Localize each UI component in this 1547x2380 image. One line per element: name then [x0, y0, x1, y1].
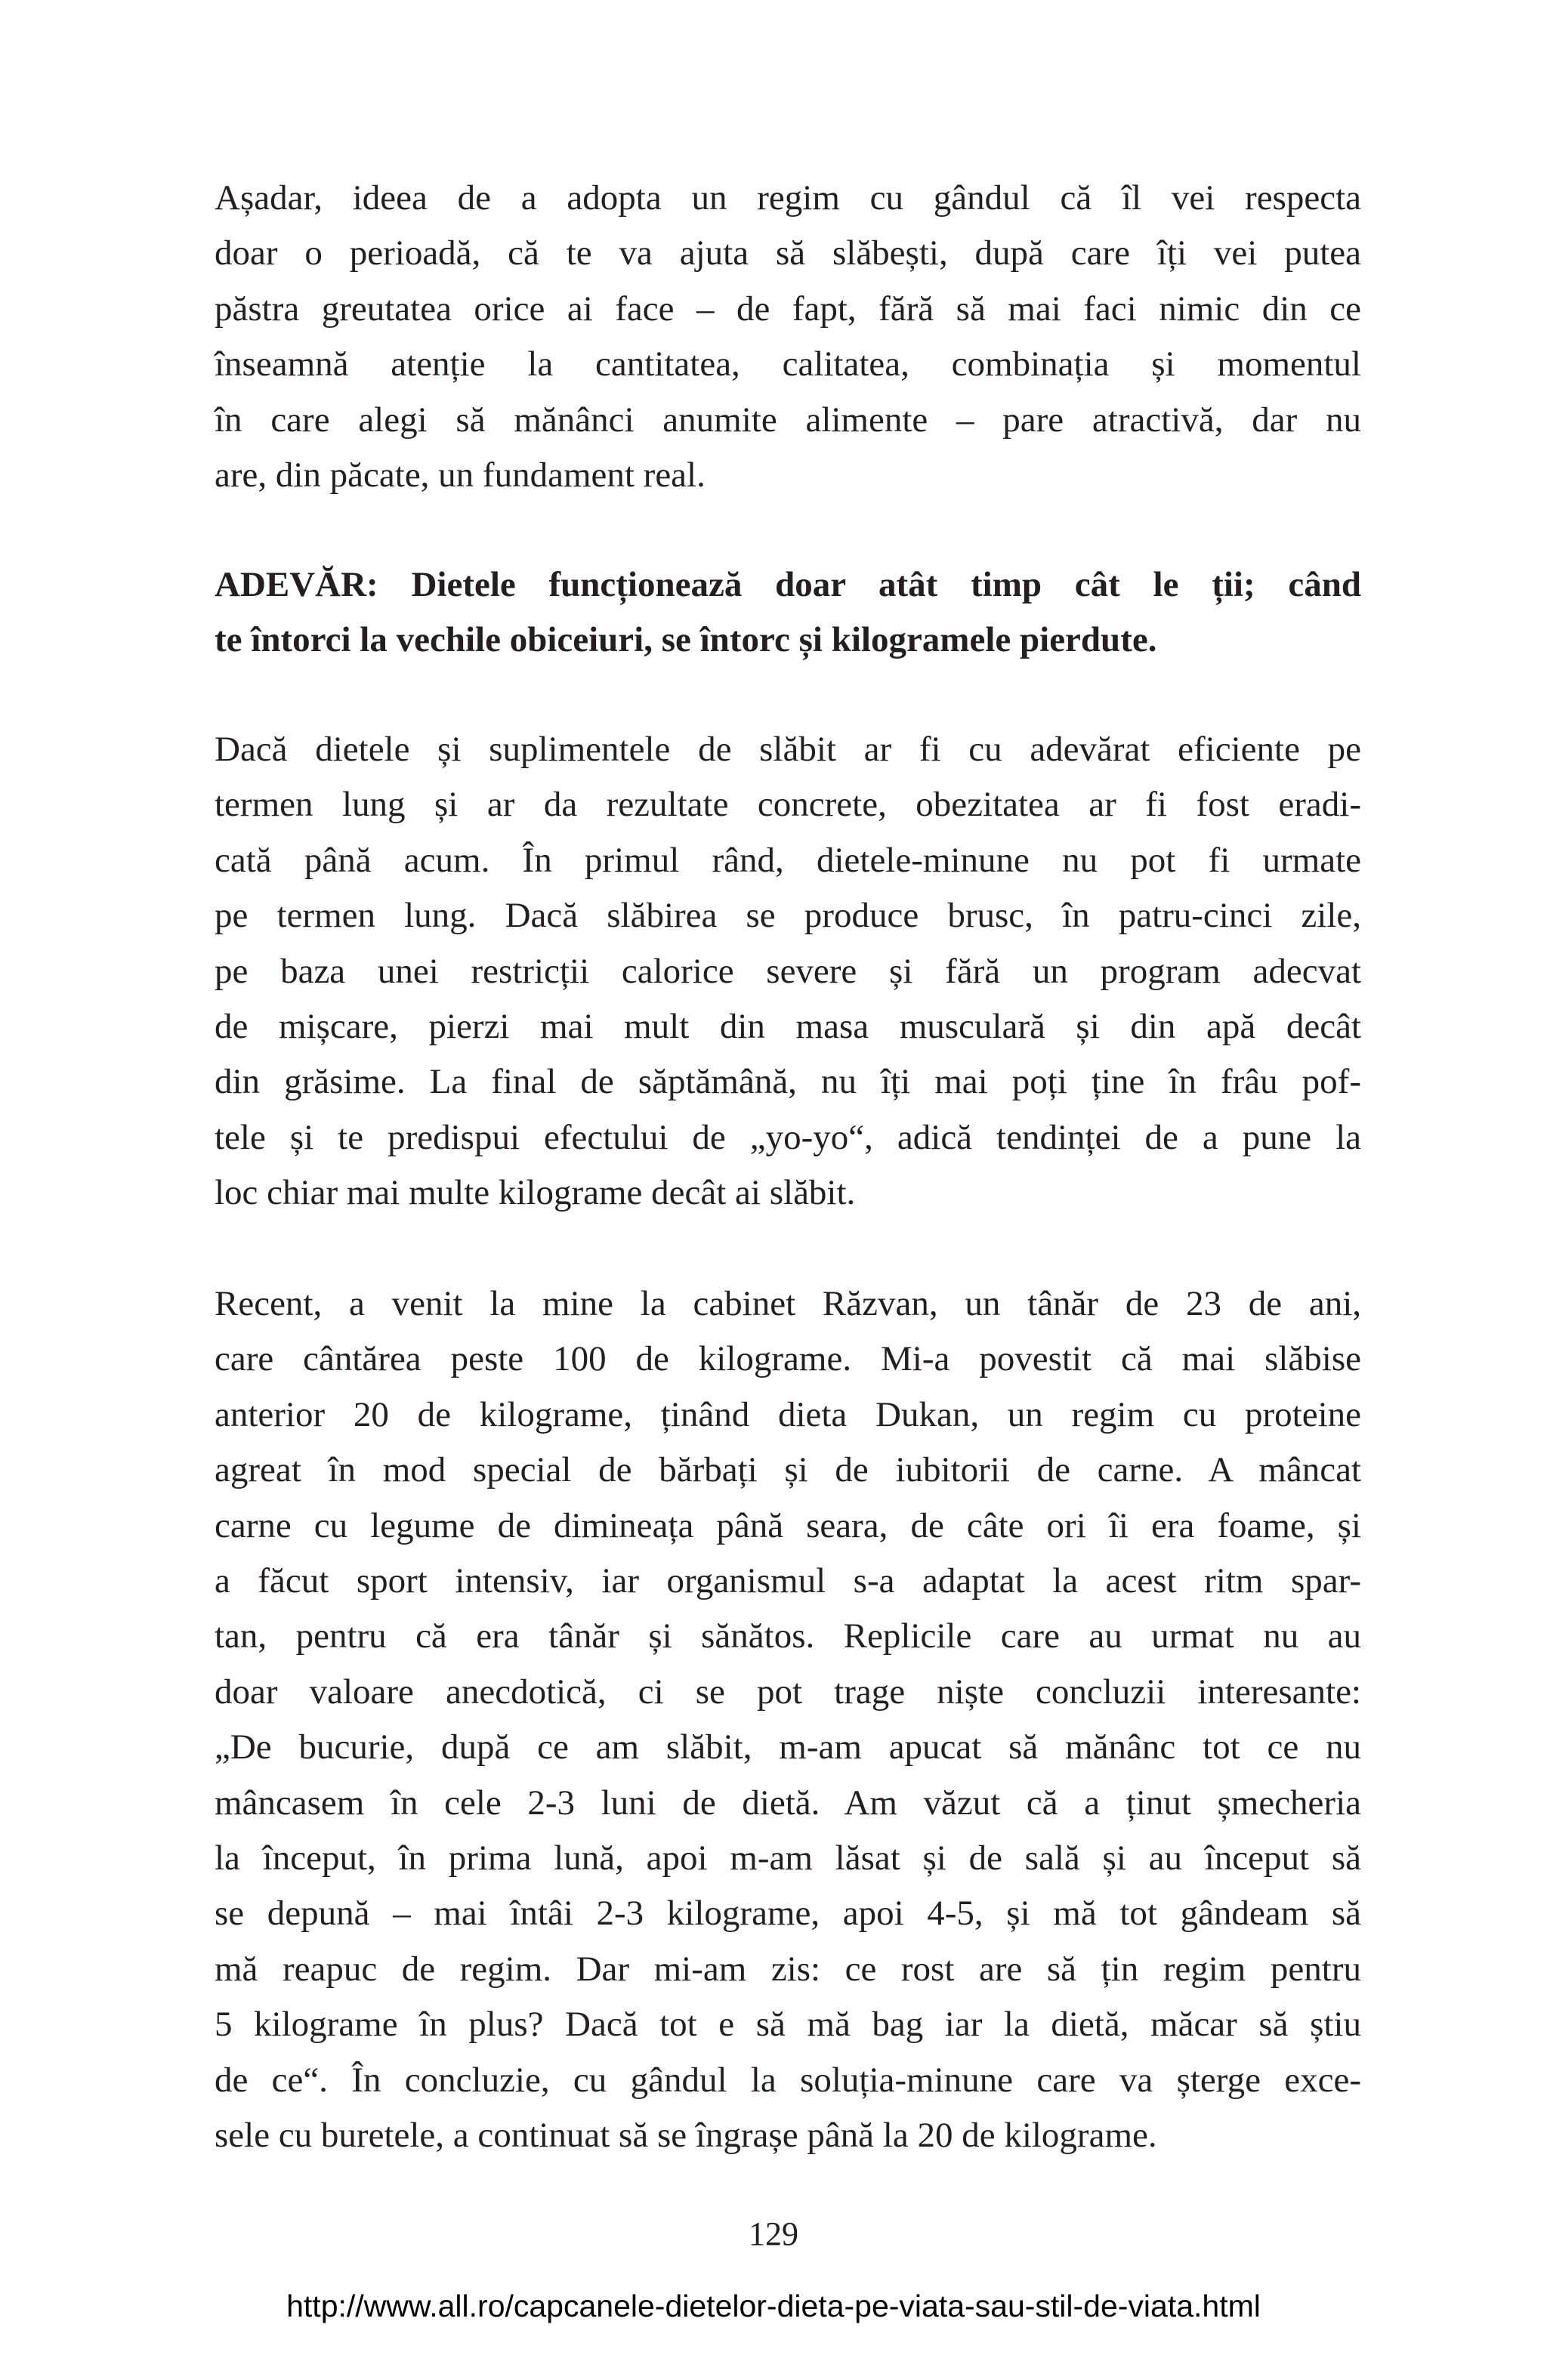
text-line: carne cu legume de dimineața până seara, de câte ori îi era foame, și — [215, 1505, 1361, 1545]
text-line: tele și te predispui efectului de „yo-yo“, adică tendinței de a pune la — [215, 1117, 1361, 1157]
text-line: a făcut sport intensiv, iar organismul s-a adaptat la acest ritm spar- — [215, 1561, 1361, 1601]
text-line: Așadar, ideea de a adopta un regim cu gândul că îl vei respecta — [215, 178, 1361, 218]
text-line: ADEVĂR: Dietele funcționează doar atât timp cât le ții; când — [215, 565, 1361, 604]
text-line: din grăsime. La final de săptămână, nu îți mai poți ține în frâu pof- — [215, 1062, 1361, 1102]
text-line: care cântărea peste 100 de kilograme. Mi-a povestit că mai slăbise — [215, 1339, 1361, 1379]
paragraph-3 — [215, 1276, 1361, 2164]
source-url: http://www.all.ro/capcanele-dietelor-dieta-pe-viata-sau-stil-de-viata.html — [286, 2289, 1261, 2323]
text-line: sele cu buretele, a continuat să se îngrașe până la 20 de kilograme. — [215, 2116, 1157, 2156]
paragraph-2 — [215, 722, 1361, 1221]
text-line: păstra greutatea orice ai face – de fapt, fără să mai faci nimic din ce — [215, 289, 1361, 329]
text-line: doar valoare anecdotică, ci se pot trage niște concluzii interesante: — [215, 1672, 1361, 1712]
text-line: 5 kilograme în plus? Dacă tot e să mă bag iar la dietă, măcar să știu — [215, 2005, 1361, 2045]
text-line: te întorci la vechile obiceiuri, se întorc și kilogramele pierdute. — [215, 620, 1157, 660]
text-line: Dacă dietele și suplimentele de slăbit ar fi cu adevărat eficiente pe — [215, 730, 1361, 769]
text-line: în care alegi să mănânci anumite alimente – pare atractivă, dar nu — [215, 400, 1361, 440]
text-line: loc chiar mai multe kilograme decât ai slăbit. — [215, 1173, 856, 1213]
paragraph-1 — [215, 171, 1361, 503]
text-line: de mișcare, pierzi mai mult din masa musculară și din apă decât — [215, 1007, 1361, 1047]
text-line: termen lung și ar da rezultate concrete, obezitatea ar fi fost eradi- — [215, 785, 1361, 825]
text-line: mâncasem în cele 2-3 luni de dietă. Am văzut că a ținut șmecheria — [215, 1783, 1361, 1823]
text-line: anterior 20 de kilograme, ținând dieta Dukan, un regim cu proteine — [215, 1394, 1361, 1434]
truth-statement — [215, 557, 1361, 668]
text-line: de ce“. În concluzie, cu gândul la soluția-minune care va șterge exce- — [215, 2060, 1361, 2100]
text-line: are, din păcate, un fundament real. — [215, 455, 706, 495]
text-line: la început, în prima lună, apoi m-am lăsat și de sală și au început să — [215, 1838, 1361, 1878]
text-line: se depună – mai întâi 2-3 kilograme, apoi 4-5, și mă tot gândeam să — [215, 1894, 1361, 1934]
text-line: doar o perioadă, că te va ajuta să slăbești, după care îți vei putea — [215, 233, 1361, 273]
text-line: cată până acum. În primul rând, dietele-minune nu pot fi urmate — [215, 840, 1361, 880]
text-line: agreat în mod special de bărbați și de iubitorii de carne. A mâncat — [215, 1450, 1361, 1490]
text-line: Recent, a venit la mine la cabinet Răzvan, un tânăr de 23 de ani, — [215, 1284, 1361, 1323]
page-number: 129 — [749, 2215, 798, 2252]
text-line: pe termen lung. Dacă slăbirea se produce brusc, în patru-cinci zile, — [215, 896, 1361, 936]
text-line: înseamnă atenție la cantitatea, calitatea, combinația și momentul — [215, 344, 1361, 384]
text-line: mă reapuc de regim. Dar mi-am zis: ce rost are să țin regim pentru — [215, 1949, 1361, 1989]
text-line: „De bucurie, după ce am slăbit, m-am apucat să mănânc tot ce nu — [215, 1727, 1361, 1767]
text-line: tan, pentru că era tânăr și sănătos. Replicile care au urmat nu au — [215, 1616, 1361, 1656]
text-line: pe baza unei restricții calorice severe și fără un program adecvat — [215, 951, 1361, 991]
